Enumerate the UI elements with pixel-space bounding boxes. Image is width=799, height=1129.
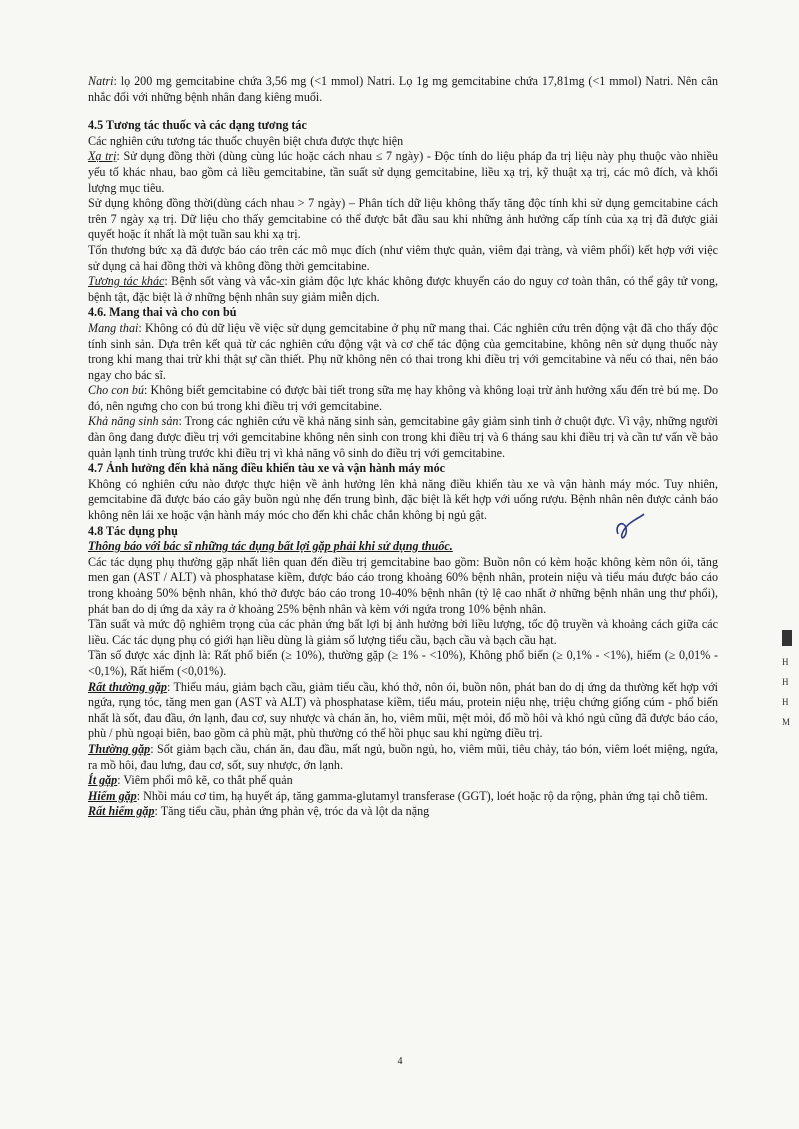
tan-so-paragraph: Tần số được xác định là: Rất phổ biến (≥ 10%), thường gặp (≥ 1% - <10%), Không phổ biến (≥ 0,1% - <1%), hiếm (≥ 0,01% - <0,1%), Rất hiếm (<0,01%). <box>88 648 718 678</box>
xatri-paragraph <box>88 149 718 196</box>
hiem-gap-text: : Nhồi máu cơ tim, hạ huyết áp, tăng gamma-glutamyl transferase (GGT), loét hoặc rộ da rộng, phản ứng tại chỗ tiêm. <box>136 788 708 803</box>
it-gap-paragraph <box>88 773 718 789</box>
document-page <box>88 74 718 820</box>
section-4-5-heading: 4.5 Tương tác thuốc và các dạng tương tác <box>88 118 307 133</box>
tac-dung-phu-paragraph-2: Tần suất và mức độ nghiêm trọng của các phản ứng bất lợi bị ảnh hưởng bởi liều lượng, tốc độ truyền và khoảng cách giữa các liều. Các tác dụng phụ có giới hạn liều dùng là giảm số lượng tiểu cầu, bạch cầu và bạch cầu hạt. <box>88 617 718 647</box>
edge-mark-4: M <box>782 717 791 727</box>
rat-hiem-gap-text: : Tăng tiểu cầu, phản ứng phản vệ, tróc da và lột da nặng <box>154 804 430 819</box>
section-4-8-subheading: Thông báo với bác sĩ những tác dụng bất lợi gặp phải khi sử dụng thuốc. <box>88 539 453 554</box>
sinh-san-paragraph <box>88 414 718 461</box>
section-4-7-paragraph: Không có nghiên cứu nào được thực hiện về ảnh hưởng lên khả năng điều khiển tàu xe và vận hành máy móc. Tuy nhiên, gemcitabine đã được báo cáo gây buồn ngủ nhẹ đến trung bình, đặc biệt là kết hợp với uống rượu. Bệnh nhân nên được cảnh báo không nên lái xe hoặc vận hành máy móc cho đến khi chắc chắn không bị ngủ gật. <box>88 476 718 523</box>
hiem-gap-paragraph <box>88 789 718 805</box>
edge-mark-3: H <box>782 697 789 707</box>
sinh-san-label: Khả năng sinh sản <box>88 414 179 429</box>
page-number: 4 <box>397 1056 403 1067</box>
natri-text: : lọ 200 mg gemcitabine chứa 3,56 mg (<1 mmol) Natri. Lọ 1g mg gemcitabine chứa 17,81mg (<1 mmol) Natri. Nên cân nhắc đối với những bệnh nhân đang kiêng muối. <box>88 74 718 104</box>
natri-label: Natri <box>88 74 114 88</box>
tuong-tac-khac-text: : Bệnh sốt vàng và vắc-xin giảm độc lực khác không được khuyến cáo do nguy cơ toàn thân, có thể gây tử vong, bệnh tật, đặc biệt là ở những bệnh nhân suy giảm miễn dịch. <box>88 274 719 304</box>
cho-con-bu-label: Cho con bú <box>88 383 144 398</box>
rat-hiem-gap-label: Rất hiếm gặp <box>88 804 155 819</box>
khong-dong-thoi-paragraph: Sử dụng không đồng thời(dùng cách nhau > 7 ngày) – Phân tích dữ liệu không thấy tăng độc tính khi sử dụng gemcitabine cách trên 7 ngày xạ trị. Dữ liệu cho thấy gemcitabine có thể được bắt đầu sau khi những ảnh hưởng cấp tính của xạ trị đã được giải quyết hoặc ít nhất là một tuần sau khi xạ trị. <box>88 196 718 242</box>
cho-con-bu-text: : Không biết gemcitabine có được bài tiết trong sữa mẹ hay không và không loại trừ ảnh hưởng xấu đến trẻ bú mẹ. Do đó, nên ngưng cho con bú trong khi điều trị với gemcitabine. <box>88 383 719 413</box>
thuong-gap-text: : Sốt giảm bạch cầu, chán ăn, đau đầu, mất ngủ, buồn ngủ, ho, viêm mũi, tiêu chảy, táo bón, viêm loét miệng, ngứa, ra mồ hôi, đau lưng, đau cơ, sốt, suy nhược, ớn lạnh. <box>88 741 718 772</box>
thuong-gap-label: Thường gặp <box>88 741 151 756</box>
it-gap-label: Ít gặp <box>88 773 118 788</box>
xatri-text: : Sử dụng đồng thời (dùng cùng lúc hoặc cách nhau ≤ 7 ngày) - Độc tính do liệu pháp đa trị liệu này phụ thuộc vào nhiều yếu tố khác nhau, bao gồm cả liều gemcitabine, tần suất sử dụng gemcitabine, liều xạ trị, kỹ thuật xạ trị, các mô đích, và khối lượng mục tiêu. <box>88 149 719 195</box>
section-4-7-heading: 4.7 Ảnh hưởng đến khả năng điều khiển tàu xe và vận hành máy móc <box>88 461 446 476</box>
hiem-gap-label: Hiếm gặp <box>88 788 137 803</box>
edge-mark-1: H <box>782 657 789 667</box>
tac-dung-phu-paragraph-1: Các tác dụng phụ thường gặp nhất liên quan đến điều trị gemcitabine bao gồm: Buồn nôn có kèm hoặc không kèm nôn ói, tăng men gan (AST / ALT) và phosphatase kiềm, được báo cáo trong khoảng 60% bệnh nhân, protein niệu và tiểu máu được báo cáo trong khoảng 50% bệnh nhân, khó thở được báo cáo trong 10-40% bệnh nhân (tỷ lệ cao nhất ở những bệnh nhân ung thư phổi), phát ban do dị ứng da xảy ra ở khoảng 25% bệnh nhân và kèm với ngứa trong 10% bệnh nhân. <box>88 554 718 616</box>
rat-thuong-gap-paragraph <box>88 680 718 742</box>
tuong-tac-khac-paragraph <box>88 274 718 305</box>
ton-thuong-paragraph: Tổn thương bức xạ đã được báo cáo trên các mô mục đích (như viêm thực quản, viêm đại tràng, và viêm phổi) kết hợp với việc sử dụng cả hai đồng thời và không đồng thời gemcitabine. <box>88 242 718 273</box>
handwritten-signature-mark <box>610 512 650 552</box>
tuong-tac-khac-label: Tương tác khác <box>88 274 165 289</box>
it-gap-text: : Viêm phổi mô kẽ, co thắt phế quản <box>117 773 293 788</box>
xatri-label: Xạ trị <box>88 149 117 164</box>
sinh-san-text: : Trong các nghiên cứu về khả năng sinh sản, gemcitabine gây giảm sinh tinh ở chuột đực. Vì vậy, những người đàn ông đang được điều trị với gemcitabine không nên sinh con trong khi điều trị và 6 tháng sau khi điều trị và cần tư vấn về bảo quản lạnh tinh trùng trước khi điều trị vì khả năng vô sinh do điều trị với gemcitabine. <box>88 414 718 460</box>
mang-thai-paragraph <box>88 321 718 383</box>
section-4-6-heading: 4.6. Mang thai và cho con bú <box>88 305 237 320</box>
section-4-8-heading: 4.8 Tác dụng phụ <box>88 523 178 538</box>
mang-thai-text: : Không có đủ dữ liệu về việc sử dụng gemcitabine ở phụ nữ mang thai. Các nghiên cứu trên động vật đã cho thấy độc tính sinh sản. Dựa trên kết quả từ các nghiên cứu động vật và cơ chế tác động của gemcitabine, không nên sử dụng thuốc này trong khi mang thai trừ khi thật sự cần thiết. Phụ nữ không nên có thai trong khi điều trị với gemcitabine và nếu có thai, nên báo ngay cho bác sĩ. <box>88 320 718 382</box>
rat-thuong-gap-text: : Thiếu máu, giảm bạch cầu, giảm tiểu cầu, khó thở, nôn ói, buồn nôn, phát ban do dị ứng da thường kết hợp với ngứa, rụng tóc, tăng men gan (AST và ALT) và phosphatase kiềm, tiểu máu, protein niệu nhẹ, triệu chứng giống cúm - phổ biến nhất là sốt, đau đầu, ớn lạnh, đau cơ, suy nhược và chán ăn, ho, viêm mũi, mệt mỏi, đổ mồ hôi và khó ngủ cũng đã được báo cáo, phù / phù ngoại biên, bao gồm cả phù mặt, phù thường có thể hồi phục sau khi ngừng điều trị. <box>88 679 718 741</box>
rat-hiem-gap-paragraph <box>88 804 718 820</box>
edge-mark-2: H <box>782 677 789 687</box>
mang-thai-label: Mang thai <box>88 320 139 335</box>
scanned-edge-marks <box>782 630 799 830</box>
rat-thuong-gap-label: Rất thường gặp <box>88 679 167 694</box>
natri-paragraph <box>88 74 718 105</box>
cho-con-bu-paragraph <box>88 383 718 414</box>
section-4-5-intro: Các nghiên cứu tương tác thuốc chuyên biệt chưa được thực hiện <box>88 133 404 148</box>
thuong-gap-paragraph <box>88 742 718 773</box>
